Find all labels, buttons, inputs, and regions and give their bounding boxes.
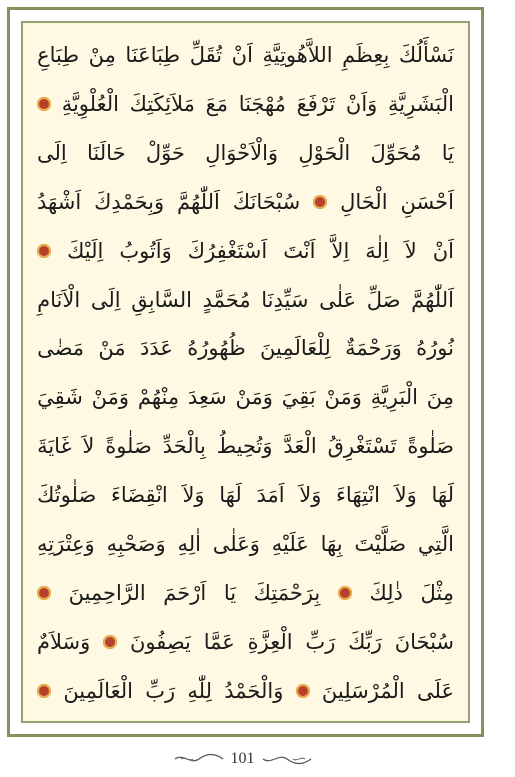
text-word: صَلٰوةً xyxy=(105,434,152,459)
text-word: رَبِّ xyxy=(145,679,176,704)
text-line xyxy=(37,669,454,713)
text-word: اَللّٰهُمَّ xyxy=(177,189,220,214)
text-word: الْحَوْلِ xyxy=(298,140,351,165)
text-word: مَعَ xyxy=(205,91,229,116)
text-word: مِنَ xyxy=(426,385,454,410)
text-word: اَرْحَمَ xyxy=(163,581,207,606)
text-word: الْعَالَمِينَ xyxy=(63,679,133,704)
text-word: وَاَنْ xyxy=(345,91,378,116)
rosette-marker-icon xyxy=(37,97,51,111)
text-word: بِهَا xyxy=(320,532,343,557)
text-word: عَدَدَ xyxy=(140,336,173,361)
text-word: وَتُحِيطُ xyxy=(216,434,273,459)
text-word: الْحَالِ xyxy=(340,189,388,214)
text-word: اَللّٰهُمَّ xyxy=(411,287,454,312)
text-word: وَسَلاَمٌ xyxy=(37,630,91,655)
text-word: مُحَمَّدٍ xyxy=(202,287,251,312)
text-word: حَالَنَا xyxy=(87,140,126,165)
text-word: عَلَيْهِ xyxy=(271,532,309,557)
text-word: تَرْفَعَ xyxy=(296,91,336,116)
text-line xyxy=(37,33,454,77)
page-footer xyxy=(0,748,485,770)
text-word: حَوِّلْ xyxy=(145,140,185,165)
text-word: عَمَّا xyxy=(203,630,235,655)
text-word: وَرَحْمَةٌ xyxy=(345,336,402,361)
text-word: انْقِضَاءَ xyxy=(110,483,168,508)
text-word: الَّتِي xyxy=(417,532,454,557)
text-word: وَمَنْ xyxy=(91,385,130,410)
text-word: اَنْ xyxy=(432,238,454,263)
text-word: اِلَيْكَ xyxy=(67,238,104,263)
text-line xyxy=(37,180,454,224)
rosette-marker-icon xyxy=(338,586,352,600)
text-line xyxy=(37,131,454,175)
text-word: صَلٰوتُكَ xyxy=(37,483,97,508)
text-word: الرَّاحِمِينَ xyxy=(68,581,146,606)
text-word: وَعِتْرَتِهِ xyxy=(37,532,95,557)
text-word: وَمَنْ xyxy=(324,385,362,410)
text-word: مَنْ xyxy=(98,336,126,361)
rosette-marker-icon xyxy=(296,684,310,698)
text-word: الْبَشَرِيَّةِ xyxy=(388,91,454,116)
text-word: طِبَاعِ xyxy=(37,42,80,67)
text-word: شَقِيَ xyxy=(37,385,83,410)
text-word: نُورُهُ xyxy=(416,336,454,361)
text-line xyxy=(37,425,454,469)
text-word: اَحْسَنِ xyxy=(400,189,454,214)
text-word: مُهْجَنَا xyxy=(238,91,286,116)
text-line xyxy=(37,327,454,371)
text-word: اَنْتَ xyxy=(283,238,316,263)
text-word: اٰلِهِ xyxy=(177,532,201,557)
text-word: اِلٰهَ xyxy=(365,238,389,263)
text-word: تُقَلِّ xyxy=(189,42,223,67)
text-word: يَا xyxy=(441,140,454,165)
text-word: صَلٰوةً xyxy=(407,434,454,459)
text-word: وَالْاَحْوَالِ xyxy=(205,140,279,165)
text-line xyxy=(37,571,454,615)
text-word: لاَ xyxy=(404,238,417,263)
text-word: مِثْلَ xyxy=(420,581,454,606)
text-word: سَعِدَ xyxy=(187,385,227,410)
rosette-marker-icon xyxy=(313,195,327,209)
text-line xyxy=(37,620,454,664)
text-word: لَهَا xyxy=(431,483,454,508)
text-word: وَعَلٰى xyxy=(212,532,260,557)
text-line xyxy=(37,278,454,322)
text-word: رَبِّ xyxy=(305,630,336,655)
text-word: صَلِّ xyxy=(366,287,401,312)
text-word: وَلاَ xyxy=(394,483,417,508)
text-word: السَّابِقِ xyxy=(131,287,192,312)
text-line xyxy=(37,474,454,518)
text-word: انْتِهَاءَ xyxy=(336,483,381,508)
text-word: الْعَدَّ xyxy=(283,434,317,459)
text-word: وَصَحْبِهِ xyxy=(106,532,166,557)
rosette-marker-icon xyxy=(103,635,117,649)
text-word: طِبَاعَنَا xyxy=(125,42,181,67)
text-word: نَسْأَلُكَ xyxy=(398,42,454,67)
scroll-ornament-icon xyxy=(173,752,225,766)
text-line xyxy=(37,523,454,567)
text-word: تَسْتَغْرِقُ xyxy=(327,434,397,459)
text-word: الْعِزَّةِ xyxy=(247,630,293,655)
text-word: لاَ xyxy=(82,434,95,459)
text-word: غَايَةَ xyxy=(37,434,72,459)
text-word: اَسْتَغْفِرُكَ xyxy=(187,238,268,263)
text-word: مُحَوِّلَ xyxy=(370,140,422,165)
text-word: بِعِظَمِ xyxy=(342,42,390,67)
text-word: مِنْهُمْ xyxy=(137,385,180,410)
rosette-marker-icon xyxy=(37,244,51,258)
text-word: بِرَحْمَتِكَ xyxy=(253,581,321,606)
text-word: عَلَى xyxy=(417,679,454,704)
text-word: الْمُرْسَلِينَ xyxy=(321,679,405,704)
text-line xyxy=(37,82,454,126)
text-word: عَلٰى xyxy=(319,287,357,312)
text-word: الْبَرِيَّةِ xyxy=(370,385,418,410)
text-word: الْعُلْوِيَّةِ xyxy=(61,91,119,116)
text-word: اَمَدَ xyxy=(256,483,285,508)
text-panel xyxy=(21,21,470,723)
text-word: اللاَّهُوتِيَّةِ xyxy=(262,42,333,67)
text-word: اِلَى xyxy=(37,140,67,165)
scroll-ornament-icon xyxy=(261,752,313,766)
text-word: بِالْحَدِّ xyxy=(162,434,206,459)
rosette-marker-icon xyxy=(37,684,51,698)
text-word: رَبِّكَ xyxy=(348,630,382,655)
text-word: ذٰلِكَ xyxy=(369,581,403,606)
text-word: وَبِحَمْدِكَ xyxy=(94,189,165,214)
rosette-marker-icon xyxy=(37,586,51,600)
text-word: وَالْحَمْدُ xyxy=(224,679,284,704)
text-word: مَلاَئِكَتِكَ xyxy=(129,91,195,116)
text-word: وَلاَ xyxy=(182,483,205,508)
text-word: اِلَى xyxy=(90,287,121,312)
text-word: مِنْ xyxy=(88,42,116,67)
text-word: لَهَا xyxy=(219,483,242,508)
text-line xyxy=(37,376,454,420)
text-word: وَلاَ xyxy=(299,483,322,508)
text-word: اِلاَّ xyxy=(331,238,350,263)
text-word: صَلَّيْتَ xyxy=(354,532,407,557)
text-word: وَاَتُوبُ xyxy=(119,238,172,263)
text-word: ظُهُورُهُ xyxy=(187,336,246,361)
text-word: اَشْهَدُ xyxy=(37,189,82,214)
text-word: لِلّٰهِ xyxy=(187,679,212,704)
text-word: مَضٰى xyxy=(37,336,85,361)
text-word: يَصِفُونَ xyxy=(129,630,191,655)
text-word: وَمَنْ xyxy=(235,385,273,410)
text-word: اَنْ xyxy=(231,42,253,67)
text-word: يَا xyxy=(223,581,237,606)
text-line xyxy=(37,229,454,273)
page-number: 101 xyxy=(230,750,255,767)
text-word: بَقِيَ xyxy=(281,385,316,410)
text-word: سُبْحَانَكَ xyxy=(232,189,301,214)
arabic-text-body xyxy=(37,33,454,713)
text-word: سَيِّدِنَا xyxy=(261,287,309,312)
page-frame xyxy=(7,7,484,737)
text-word: لِلْعَالَمِينَ xyxy=(260,336,331,361)
text-word: سُبْحَانَ xyxy=(394,630,454,655)
text-word: الْاَنَامِ xyxy=(37,287,81,312)
